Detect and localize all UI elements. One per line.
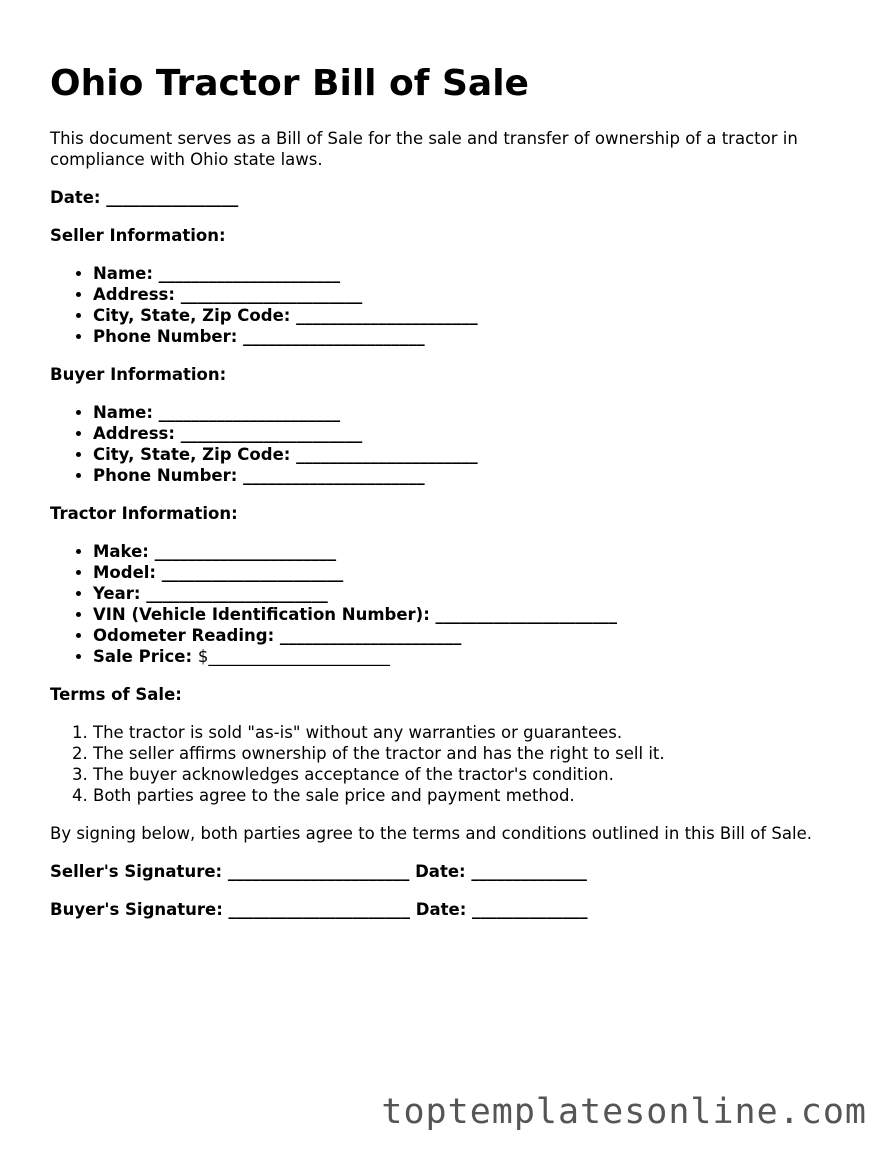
date-field: Date: ________________ <box>50 188 239 207</box>
tractor-vin-field: • VIN (Vehicle Identification Number): ______________________ <box>93 604 850 625</box>
buyer-signature-line: Buyer's Signature: ______________________ Date: ______________ <box>50 900 588 919</box>
seller-name-field: • Name: ______________________ <box>93 263 850 284</box>
terms-heading: Terms of Sale: <box>50 685 182 704</box>
buyer-phone-field: • Phone Number: ______________________ <box>93 465 850 486</box>
seller-list <box>50 263 850 347</box>
document-page <box>50 62 850 937</box>
buyer-address-field: • Address: ______________________ <box>93 423 850 444</box>
terms-item: 2. The seller affirms ownership of the tractor and has the right to sell it. <box>93 743 850 764</box>
buyer-list <box>50 402 850 486</box>
buyer-name-field: • Name: ______________________ <box>93 402 850 423</box>
sale-price-value: $______________________ <box>197 647 390 666</box>
seller-city-field: • City, State, Zip Code: ______________________ <box>93 305 850 326</box>
terms-item: 1. The tractor is sold "as-is" without any warranties or guarantees. <box>93 722 850 743</box>
tractor-heading: Tractor Information: <box>50 504 238 523</box>
terms-item: 3. The buyer acknowledges acceptance of the tractor's condition. <box>93 764 850 785</box>
seller-address-field: • Address: ______________________ <box>93 284 850 305</box>
tractor-sale-price-field <box>93 646 850 667</box>
watermark-text: toptemplatesonline.com <box>381 1092 867 1132</box>
buyer-heading: Buyer Information: <box>50 365 227 384</box>
tractor-list <box>50 541 850 667</box>
terms-item: 4. Both parties agree to the sale price and payment method. <box>93 785 850 806</box>
tractor-make-field: • Make: ______________________ <box>93 541 850 562</box>
sale-price-label: Sale Price: <box>93 647 193 666</box>
seller-heading: Seller Information: <box>50 226 226 245</box>
seller-signature-line: Seller's Signature: ______________________ Date: ______________ <box>50 862 587 881</box>
intro-paragraph: This document serves as a Bill of Sale for the sale and transfer of ownership of a tractor in compliance with Ohio state laws. <box>50 129 798 169</box>
buyer-city-field: • City, State, Zip Code: ______________________ <box>93 444 850 465</box>
tractor-odometer-field: • Odometer Reading: ______________________ <box>93 625 850 646</box>
tractor-model-field: • Model: ______________________ <box>93 562 850 583</box>
closing-paragraph: By signing below, both parties agree to the terms and conditions outlined in this Bill of Sale. <box>50 824 812 843</box>
terms-list <box>50 722 850 806</box>
tractor-year-field: • Year: ______________________ <box>93 583 850 604</box>
seller-phone-field: • Phone Number: ______________________ <box>93 326 850 347</box>
document-title: Ohio Tractor Bill of Sale <box>50 63 529 104</box>
